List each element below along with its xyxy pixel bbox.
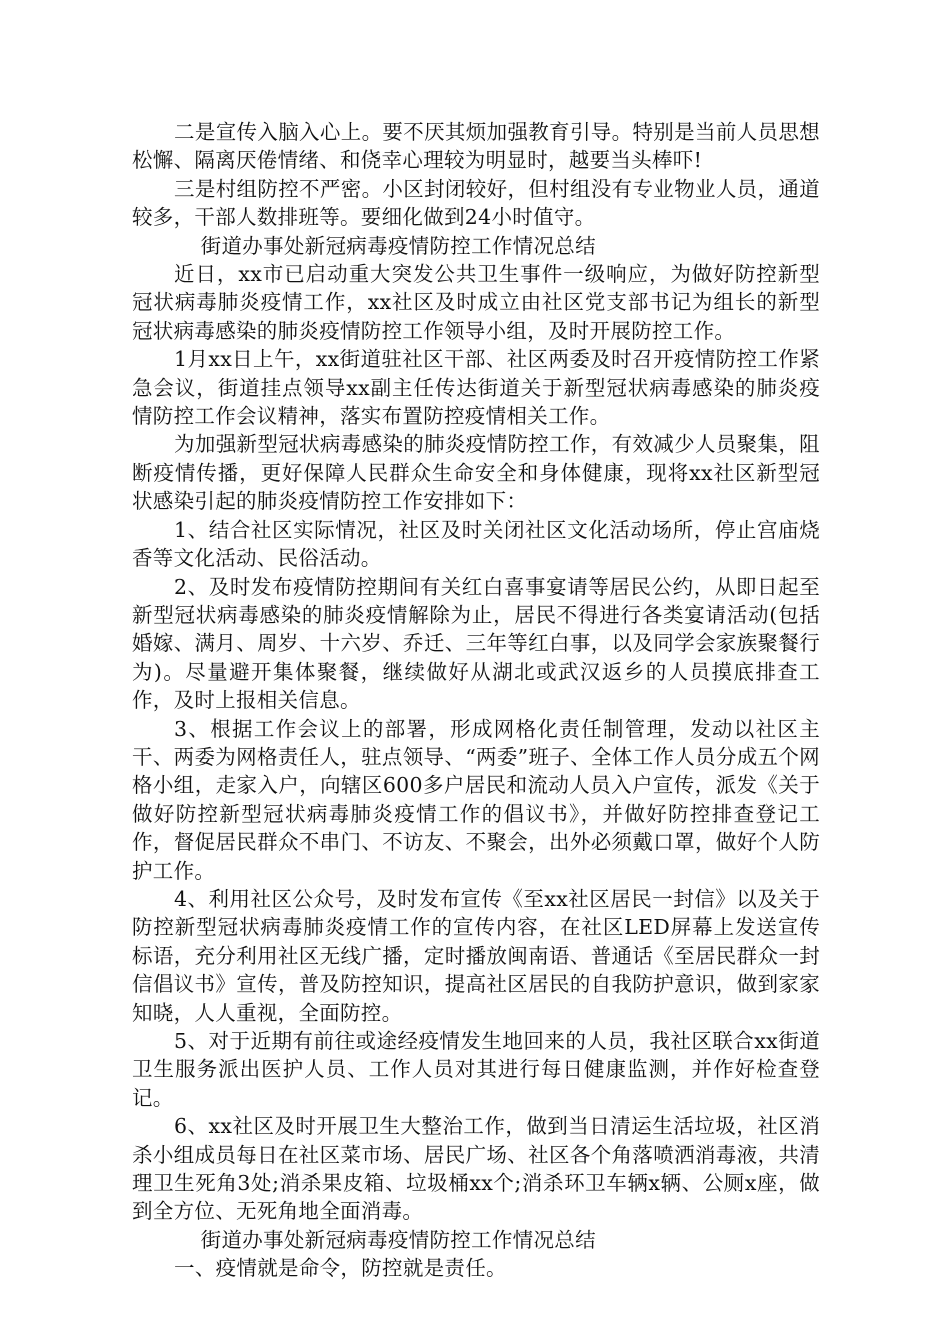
paragraph-item-6: 6、xx社区及时开展卫生大整治工作，做到当日清运生活垃圾，社区消杀小组成员每日在社区菜市场、居民广场、社区各个角落喷洒消毒液，共清理卫生死角3处;消杀果皮箱、垃圾桶xx个;消杀环卫车辆x辆、公厕x座，做到全方位、无死角地全面消毒。: [132, 1114, 820, 1224]
paragraph-arrangement: 为加强新型冠状病毒感染的肺炎疫情防控工作，有效减少人员聚集，阻断疫情传播，更好保障人民群众生命安全和身体健康，现将xx社区新型冠状感染引起的肺炎疫情防控工作安排如下：: [132, 432, 820, 514]
paragraph-item-5: 5、对于近期有前往或途经疫情发生地回来的人员，我社区联合xx街道卫生服务派出医护人员、工作人员对其进行每日健康监测，并作好检查登记。: [132, 1029, 820, 1110]
paragraph-village-control: 三是村组防控不严密。小区封闭较好，但村组没有专业物业人员，通道较多，干部人数排班等。要细化做到24小时值守。: [132, 176, 820, 230]
section-heading-repeat: 街道办事处新冠病毒疫情防控工作情况总结: [200, 1227, 596, 1252]
document-body: [132, 118, 820, 1283]
paragraph-point-one: 一、疫情就是命令，防控就是责任。: [174, 1256, 507, 1281]
paragraph-item-1: 1、结合社区实际情况，社区及时关闭社区文化活动场所，停止宫庙烧香等文化活动、民俗活动。: [132, 517, 820, 571]
paragraph-propaganda: 二是宣传入脑入心上。要不厌其烦加强教育引导。特别是当前人员思想松懈、隔离厌倦情绪、和侥幸心理较为明显时，越要当头棒吓!: [132, 120, 820, 173]
paragraph-item-2: 2、及时发布疫情防控期间有关红白喜事宴请等居民公约，从即日起至新型冠状病毒感染的肺炎疫情解除为止，居民不得进行各类宴请活动(包括婚嫁、满月、周岁、十六岁、乔迁、三年等红白事，以及同学会家族聚餐行为)。尽量避开集体聚餐，继续做好从湖北或武汉返乡的人员摸底排查工作，及时上报相关信息。: [132, 574, 820, 713]
section-heading: 街道办事处新冠病毒疫情防控工作情况总结: [200, 233, 596, 258]
paragraph-intro: 近日，xx市已启动重大突发公共卫生事件一级响应，为做好防控新型冠状病毒肺炎疫情工作，xx社区及时成立由社区党支部书记为组长的新型冠状病毒感染的肺炎疫情防控工作领导小组，及时开展防控工作。: [132, 262, 820, 343]
paragraph-meeting: 1月xx日上午，xx街道驻社区干部、社区两委及时召开疫情防控工作紧急会议，街道挂点领导xx副主任传达街道关于新型冠状病毒感染的肺炎疫情防控工作会议精神，落实布置防控疫情相关工作。: [132, 347, 820, 429]
paragraph-item-3: 3、根据工作会议上的部署，形成网格化责任制管理，发动以社区主干、两委为网格责任人，驻点领导、“两委”班子、全体工作人员分成五个网格小组，走家入户，向辖区600多户居民和流动人员入户宣传，派发《关于做好防控新型冠状病毒肺炎疫情工作的倡议书》，并做好防控排查登记工作，督促居民群众不串门、不访友、不聚会，出外必须戴口罩，做好个人防护工作。: [132, 716, 820, 883]
paragraph-item-4: 4、利用社区公众号，及时发布宣传《至xx社区居民一封信》以及关于防控新型冠状病毒肺炎疫情工作的宣传内容，在社区LED屏幕上发送宣传标语，充分利用社区无线广播，定时播放闽南语、普通话《至居民群众一封信倡议书》宣传，普及防控知识，提高社区居民的自我防护意识，做到家家知晓，人人重视，全面防控。: [132, 886, 820, 1025]
